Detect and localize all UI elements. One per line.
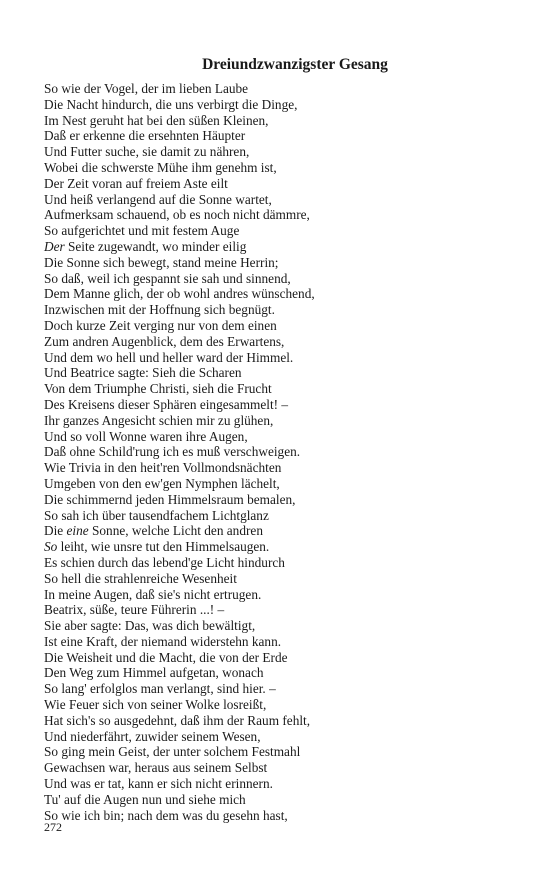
- verse-line: Sie aber sagte: Das, was dich bewältigt,: [44, 618, 256, 634]
- verse-line: Und Futter suche, sie damit zu nähren,: [44, 144, 250, 160]
- verse-line: So ging mein Geist, der unter solchem Festmahl: [44, 744, 301, 760]
- verse-line: Die Weisheit und die Macht, die von der Erde: [44, 649, 288, 665]
- verse-line: Wie Trivia in den heit'ren Vollmondsnächten: [44, 460, 282, 476]
- verse-line: Und so voll Wonne waren ihre Augen,: [44, 428, 248, 444]
- verse-line: [44, 539, 514, 555]
- verse-line: Den Weg zum Himmel aufgetan, wonach: [44, 665, 264, 681]
- verse-line: [44, 523, 514, 539]
- verse-line: Die Sonne sich bewegt, stand meine Herrin;: [44, 254, 279, 270]
- verse-line: Im Nest geruht hat bei den süßen Kleinen,: [44, 112, 269, 128]
- verse-line-text: Die: [44, 523, 67, 539]
- verse-line: So sah ich über tausendfachem Lichtglanz: [44, 507, 269, 523]
- verse-line: Ihr ganzes Angesicht schien mir zu glühen,: [44, 412, 274, 428]
- verse-line: Die Nacht hindurch, die uns verbirgt die Dinge,: [44, 96, 298, 112]
- verse-line-text: Seite zugewandt, wo minder eilig: [64, 238, 247, 254]
- verse-line: Ist eine Kraft, der niemand widerstehn kann.: [44, 633, 282, 649]
- verse-line: Und dem wo hell und heller ward der Himmel.: [44, 349, 294, 365]
- verse-line: Der Zeit voran auf freiem Aste eilt: [44, 175, 228, 191]
- verse-line: Umgeben von den ew'gen Nymphen lächelt,: [44, 475, 280, 491]
- verse-line: Tu' auf die Augen nun und siehe mich: [44, 791, 246, 807]
- verse-line: Beatrix, süße, teure Führerin ...! –: [44, 602, 225, 618]
- verse-line: Und Beatrice sagte: Sieh die Scharen: [44, 365, 242, 381]
- verse-line: Hat sich's so ausgedehnt, daß ihm der Raum fehlt,: [44, 712, 311, 728]
- verse-line: Von dem Triumphe Christi, sieh die Frucht: [44, 381, 272, 397]
- verse-line: So wie der Vogel, der im lieben Laube: [44, 81, 249, 96]
- emphasized-word: Der: [44, 238, 65, 254]
- verse-line: Und niederfährt, zuwider seinem Wesen,: [44, 728, 261, 744]
- verse-line: In meine Augen, daß sie's nicht ertrugen.: [44, 586, 262, 602]
- verse-line: Und was er tat, kann er sich nicht erinnern.: [44, 776, 273, 792]
- verse-line: Zum andren Augenblick, dem des Erwartens,: [44, 333, 285, 349]
- verse-line: [44, 239, 514, 255]
- verse-text: [44, 81, 514, 823]
- emphasized-word: eine: [66, 523, 89, 539]
- verse-line: Dem Manne glich, der ob wohl andres wünschend,: [44, 286, 315, 302]
- verse-line: Und heiß verlangend auf die Sonne wartet,: [44, 191, 272, 207]
- verse-line: Daß ohne Schild'rung ich es muß verschweigen.: [44, 444, 301, 460]
- verse-line: Es schien durch das lebend'ge Licht hindurch: [44, 554, 285, 570]
- verse-line: So lang' erfolglos man verlangt, sind hier. –: [44, 681, 276, 697]
- verse-line-text: Sonne, welche Licht den andren: [88, 523, 263, 539]
- verse-line: Daß er erkenne die ersehnten Häupter: [44, 128, 246, 144]
- page-number: 272: [44, 820, 62, 834]
- verse-line: Aufmerksam schauend, ob es noch nicht dämmre,: [44, 207, 310, 223]
- verse-line: So aufgerichtet und mit festem Auge: [44, 223, 240, 239]
- verse-line: Wie Feuer sich von seiner Wolke losreißt,: [44, 697, 267, 713]
- verse-line: Doch kurze Zeit verging nur von dem einen: [44, 317, 277, 333]
- verse-line: Wobei die schwerste Mühe ihm genehm ist,: [44, 159, 277, 175]
- verse-line: Gewachsen war, heraus aus seinem Selbst: [44, 760, 268, 776]
- verse-line: Des Kreisens dieser Sphären eingesammelt! –: [44, 396, 289, 412]
- verse-line: So daß, weil ich gespannt sie sah und sinnend,: [44, 270, 291, 286]
- verse-line: Die schimmernd jeden Himmelsraum bemalen,: [44, 491, 296, 507]
- verse-line: So hell die strahlenreiche Wesenheit: [44, 570, 237, 586]
- verse-line: Inzwischen mit der Hoffnung sich begnügt.: [44, 302, 275, 318]
- verse-line-text: leiht, wie unsre tut den Himmelsaugen.: [57, 539, 270, 555]
- emphasized-word: So: [44, 539, 58, 555]
- verse-line: So wie ich bin; nach dem was du gesehn hast,: [44, 807, 288, 823]
- page-title: Dreiundzwanzigster Gesang: [202, 56, 388, 73]
